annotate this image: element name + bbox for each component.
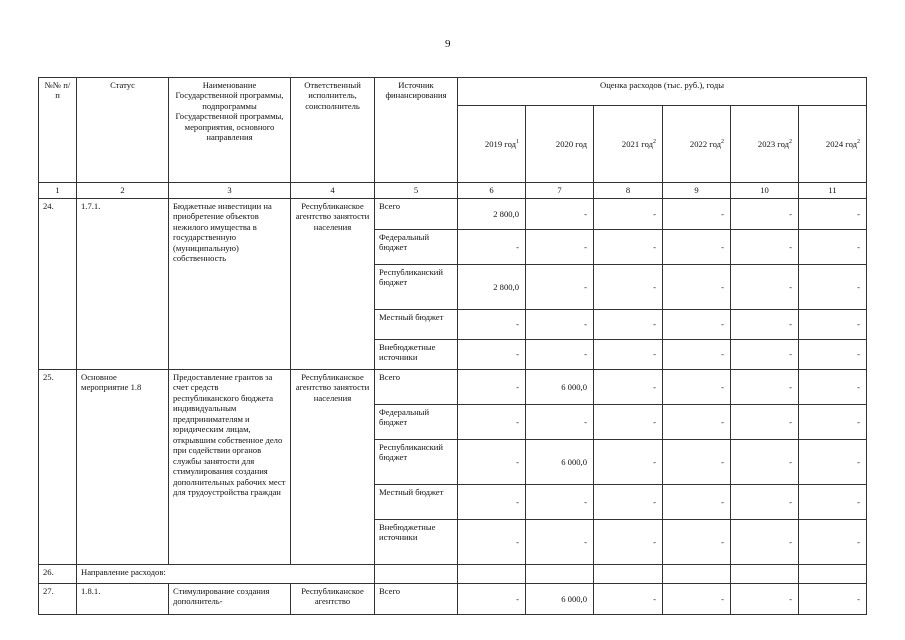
expense-value: - [526,520,594,565]
year-header [799,105,867,182]
expense-value: - [731,340,799,370]
expense-value: - [731,265,799,310]
expense-value: - [594,584,663,615]
header-executor: Ответственный исполнитель, соисполнитель [291,78,375,183]
year-header [731,105,799,182]
expense-value: - [731,230,799,265]
header-name: Наименование Государственной программы, подпрограммы Государственной программы, мероприятия, основного направления [169,78,291,183]
funding-source: Всего [375,199,458,230]
expense-value: - [458,485,526,520]
expense-value: - [526,310,594,340]
year-header [458,105,526,182]
expense-value: 6 000,0 [526,584,594,615]
year-label: 2021 год [621,138,653,149]
year-footnote-mark: 2 [857,138,860,145]
expense-value: - [594,485,663,520]
year-header [526,105,594,182]
row-executor: Республиканское агентство занятости населения [291,199,375,370]
column-index: 6 [458,183,526,199]
expense-value: - [799,485,867,520]
expense-value: - [799,405,867,440]
expense-value: - [594,520,663,565]
row-status: Основное мероприятие 1.8 [77,370,169,565]
funding-source: Федеральный бюджет [375,405,458,440]
empty-cell [799,565,867,584]
expense-value: - [731,370,799,405]
funding-source: Республиканский бюджет [375,265,458,310]
expense-value: - [731,485,799,520]
expense-value: - [663,485,731,520]
expense-value: - [663,405,731,440]
funding-source: Республиканский бюджет [375,440,458,485]
header-row [39,78,867,106]
expense-value: - [594,405,663,440]
column-index: 11 [799,183,867,199]
expense-value: - [731,584,799,615]
funding-source: Внебюджетные источники [375,340,458,370]
expense-value: 2 800,0 [458,265,526,310]
year-label: 2024 год [825,138,857,149]
expense-value: - [458,310,526,340]
expense-value: - [799,199,867,230]
expense-value: - [594,340,663,370]
expense-value: - [799,520,867,565]
row-status: 1.8.1. [77,584,169,615]
expense-value: - [731,405,799,440]
table-row [39,370,867,405]
funding-source: Местный бюджет [375,310,458,340]
table-row [39,565,867,584]
expense-value: - [458,340,526,370]
funding-source: Местный бюджет [375,485,458,520]
table-row [39,199,867,230]
empty-cell [458,565,526,584]
expense-value: - [594,265,663,310]
expense-value: - [799,265,867,310]
direction-heading: Направление расходов: [77,565,375,584]
expense-value: - [526,265,594,310]
row-status: 1.7.1. [77,199,169,370]
year-label: 2022 год [689,138,721,149]
expense-value: - [594,370,663,405]
column-index: 1 [39,183,77,199]
expense-value: 6 000,0 [526,440,594,485]
expense-value: 6 000,0 [526,370,594,405]
page-number: 9 [445,38,451,50]
row-name: Бюджетные инвестиции на приобретение объектов нежилого имущества в государственную (муниципальную) собственность [169,199,291,370]
column-index: 5 [375,183,458,199]
header-source: Источник финансирования [375,78,458,183]
year-label: 2020 год [555,138,587,149]
expense-value: - [458,520,526,565]
expense-value: - [663,265,731,310]
header-status: Статус [77,78,169,183]
row-name: Предоставление грантов за счет средств республиканского бюджета индивидуальным предпринимателям и юридическим лицам, открывшим собственное дело при содействии органов службы занятости для стимулирования создания дополнительных рабочих мест для трудоустройства граждан [169,370,291,565]
header-num: №№ п/п [39,78,77,183]
expense-value: - [663,584,731,615]
expense-value: - [594,230,663,265]
expense-value: - [458,405,526,440]
column-index-row [39,183,867,199]
budget-table [38,77,867,615]
row-executor: Республиканское агентство [291,584,375,615]
empty-cell [663,565,731,584]
row-number: 26. [39,565,77,584]
row-name: Стимулирование создания дополнитель- [169,584,291,615]
empty-cell [594,565,663,584]
year-footnote-mark: 1 [516,138,519,145]
expense-value: - [526,485,594,520]
expense-value: - [799,370,867,405]
expense-value: - [594,199,663,230]
row-executor: Республиканское агентство занятости населения [291,370,375,565]
expense-value: - [458,370,526,405]
expense-value: - [663,340,731,370]
expense-value: - [731,520,799,565]
funding-source: Всего [375,584,458,615]
expense-value: - [458,230,526,265]
expense-value: - [731,310,799,340]
year-footnote-mark: 2 [789,138,792,145]
row-number: 25. [39,370,77,565]
expense-value: - [799,340,867,370]
expense-value: - [799,230,867,265]
year-header [594,105,663,182]
expense-value: - [526,405,594,440]
funding-source: Внебюджетные источники [375,520,458,565]
expense-value: 2 800,0 [458,199,526,230]
expense-value: - [663,370,731,405]
expense-value: - [526,199,594,230]
funding-source: Всего [375,370,458,405]
column-index: 8 [594,183,663,199]
year-footnote-mark: 2 [721,138,724,145]
expense-value: - [663,310,731,340]
column-index: 10 [731,183,799,199]
expense-value: - [799,584,867,615]
expense-value: - [594,440,663,485]
column-index: 4 [291,183,375,199]
expense-value: - [526,340,594,370]
header-estimate: Оценка расходов (тыс. руб.), годы [458,78,867,106]
expense-value: - [526,230,594,265]
funding-source: Федеральный бюджет [375,230,458,265]
expense-value: - [663,199,731,230]
expense-value: - [799,310,867,340]
column-index: 2 [77,183,169,199]
year-footnote-mark: 2 [653,138,656,145]
table-row [39,584,867,615]
year-label: 2023 год [757,138,789,149]
year-header [663,105,731,182]
row-number: 27. [39,584,77,615]
expense-value: - [663,230,731,265]
expense-value: - [731,199,799,230]
expense-value: - [731,440,799,485]
year-label: 2019 год [484,138,516,149]
expense-value: - [663,440,731,485]
row-number: 24. [39,199,77,370]
column-index: 3 [169,183,291,199]
expense-value: - [594,310,663,340]
column-index: 7 [526,183,594,199]
empty-cell [731,565,799,584]
expense-value: - [458,440,526,485]
empty-cell [526,565,594,584]
expense-value: - [663,520,731,565]
expense-value: - [458,584,526,615]
empty-cell [375,565,458,584]
column-index: 9 [663,183,731,199]
expense-value: - [799,440,867,485]
